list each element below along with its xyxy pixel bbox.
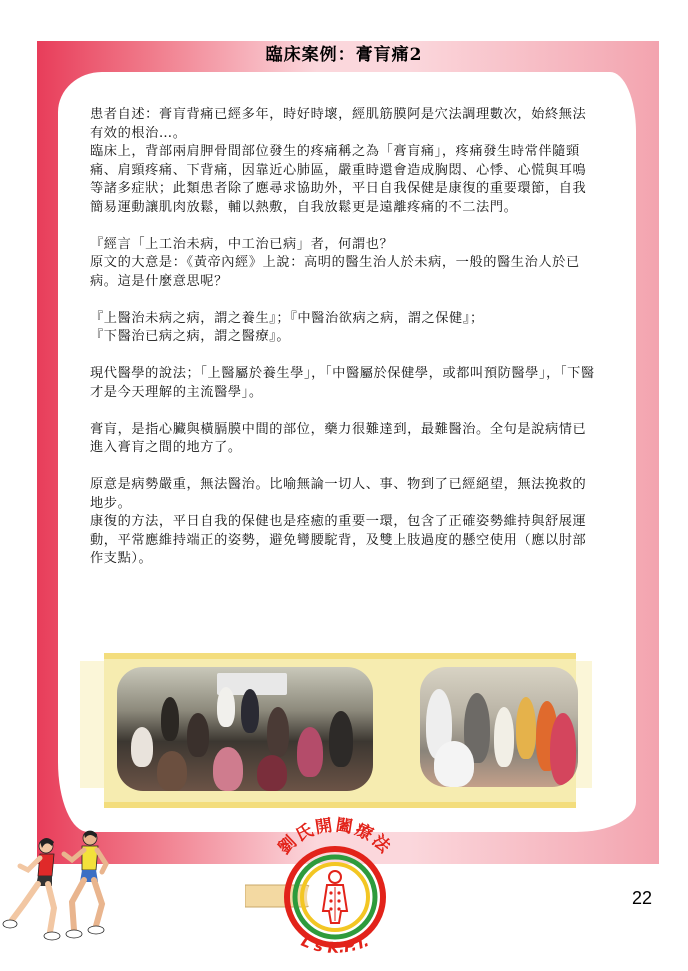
paragraph-recovery: 原意是病勢嚴重，無法醫治。比喻無論一切人、事、物到了已經絕望，無法挽救的地步。 康復的方法，平日自我的保健也是痊癒的重要一環，包含了正確姿勢維持與舒展運動，平常應維持端正的姿勢，避免彎腰駝背，及雙上肢過度的懸空使用（應以肘部作支點）。 (90, 477, 587, 566)
paragraph-clinical: 臨床上，背部兩肩胛骨間部位發生的疼痛稱之為「膏肓痛」，疼痛發生時常伴隨頸痛、肩頸疼痛、下背痛，因靠近心肺區，嚴重時還會造成胸悶、心悸、心慌與耳鳴等諸多症狀；此類患者除了應尋求協助外，平日自我保健是康復的重要環節，自我簡易運動讓肌肉放鬆，輔以熱敷，自我放鬆更是遠離疼痛的不二法門。 (90, 144, 587, 215)
exercise-demonstration-photo (420, 667, 578, 787)
svg-text:劉氏開闔療法 (274, 815, 396, 858)
paragraph-patient-statement: 患者自述：膏肓背痛已經多年，時好時壞，經肌筋膜阿是穴法調理數次，始終無法有效的根治…。 (90, 107, 587, 141)
article-body (90, 106, 595, 569)
runners-illustration (2, 820, 112, 950)
seminar-audience-photo (117, 667, 373, 791)
paragraph-modern-medicine: 現代醫學的說法；「上醫屬於養生學」，「中醫屬於保健學，或都叫預防醫學」，「下醫才是今天理解的主流醫學」。 (90, 366, 595, 400)
paragraph-classic-quote: 『經言「上工治未病，中工治已病」者，何謂也？ 原文的大意是：《黃帝內經》上說：高明的醫生治人於未病，一般的醫生治人於已病。這是什麼意思呢？ (90, 236, 580, 289)
paragraph-gaohuang-definition: 膏肓，是指心臟與橫膈膜中間的部位，藥力很難達到，最難醫治。全句是說病情已進入膏肓之間的地方了。 (90, 421, 587, 455)
page-number: 22 (631, 888, 652, 908)
kpt-logo (245, 815, 425, 971)
page-title: 臨床案例：膏肓痛2 (265, 45, 423, 65)
logo-bottom-text: L's K.P.T. (298, 932, 372, 957)
logo-top-text: 劉氏開闔療法 (274, 815, 396, 859)
paragraph-three-doctors: 『上醫治未病之病，謂之養生』；『中醫治欲病之病，謂之保健』； 『下醫治已病之病，謂之醫療』。 (90, 310, 484, 344)
